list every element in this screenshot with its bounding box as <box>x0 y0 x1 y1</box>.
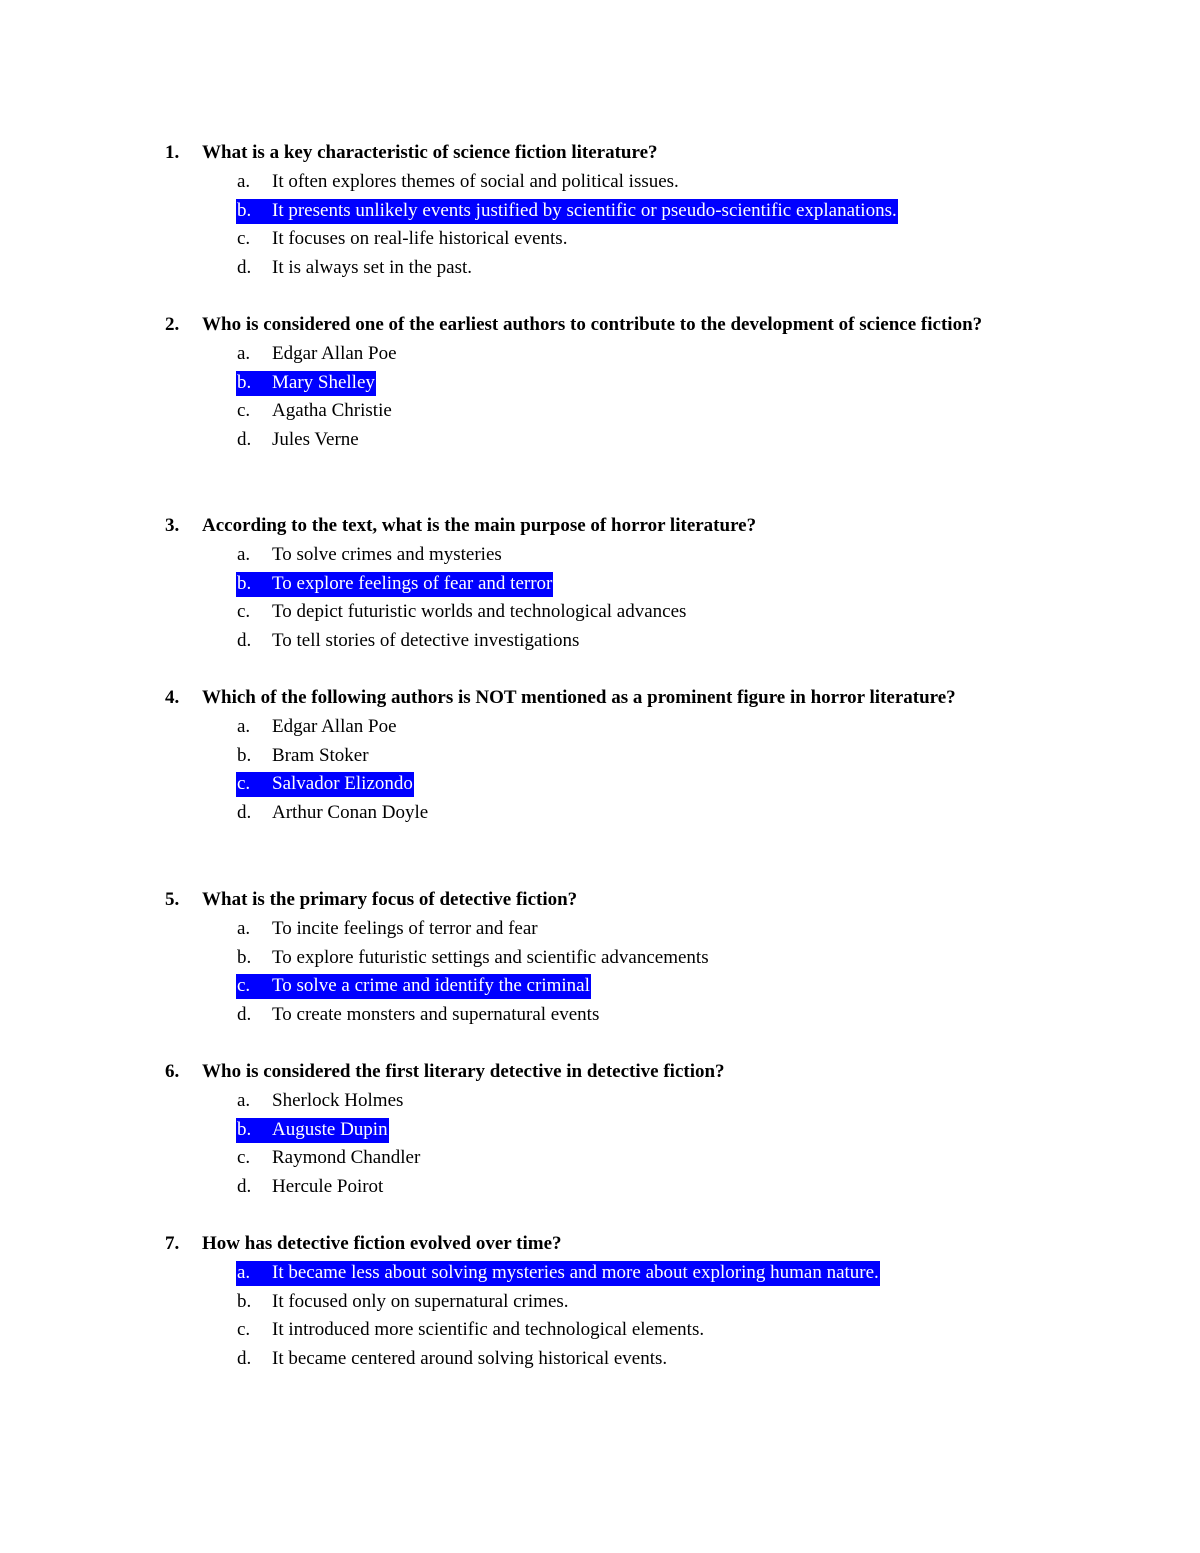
option-text: Edgar Allan Poe <box>272 715 397 737</box>
answer-option-d[interactable] <box>165 1173 1045 1202</box>
answer-option-b[interactable] <box>165 1288 1045 1317</box>
question-number: 4. <box>165 687 180 708</box>
option-text: To explore futuristic settings and scientific advancements <box>272 946 709 968</box>
answer-option-c[interactable] <box>165 397 1045 426</box>
answer-option-b[interactable] <box>165 570 1045 599</box>
answer-option-c[interactable] <box>165 1316 1045 1345</box>
question-heading <box>165 311 1045 340</box>
option-letter: a. <box>237 543 251 565</box>
question-heading <box>165 1230 1045 1259</box>
answer-option-a[interactable] <box>165 915 1045 944</box>
answer-option-a[interactable] <box>165 340 1045 369</box>
question-number: 7. <box>165 1233 180 1254</box>
answer-option-a[interactable] <box>165 1259 1045 1288</box>
answer-option-d[interactable] <box>165 426 1045 455</box>
question-text: Which of the following authors is NOT mentioned as a prominent figure in horror literature? <box>202 687 956 708</box>
option-letter: c. <box>237 1147 251 1169</box>
question-7 <box>165 1230 1045 1374</box>
question-text: What is a key characteristic of science fiction literature? <box>202 142 658 163</box>
option-letter: d. <box>237 1004 252 1026</box>
answer-option-d[interactable] <box>165 254 1045 283</box>
option-letter: c. <box>237 601 251 623</box>
option-text: Edgar Allan Poe <box>272 342 397 364</box>
answer-option-d[interactable] <box>165 627 1045 656</box>
answer-options <box>165 340 1045 455</box>
option-letter: c. <box>237 975 251 997</box>
question-heading <box>165 886 1045 915</box>
option-text: To depict futuristic worlds and technological advances <box>272 601 687 623</box>
question-heading <box>165 139 1045 168</box>
answer-option-a[interactable] <box>165 168 1045 197</box>
option-letter: c. <box>237 228 251 250</box>
option-letter: c. <box>237 1319 251 1341</box>
question-number: 2. <box>165 314 180 335</box>
answer-options <box>165 915 1045 1030</box>
question-3 <box>165 512 1045 656</box>
option-letter: a. <box>237 1261 251 1283</box>
question-number: 6. <box>165 1061 180 1082</box>
question-number: 1. <box>165 142 180 163</box>
question-text: What is the primary focus of detective fiction? <box>202 889 578 910</box>
option-letter: b. <box>237 946 252 968</box>
question-heading <box>165 684 1045 713</box>
option-letter: d. <box>237 429 252 451</box>
answer-options <box>165 1087 1045 1202</box>
question-6 <box>165 1058 1045 1202</box>
answer-option-c[interactable] <box>165 225 1045 254</box>
answer-options <box>165 541 1045 656</box>
question-2 <box>165 311 1045 455</box>
option-letter: a. <box>237 170 251 192</box>
option-text: Jules Verne <box>272 429 359 451</box>
answer-option-d[interactable] <box>165 1001 1045 1030</box>
question-4 <box>165 684 1045 828</box>
option-text: Arthur Conan Doyle <box>272 802 429 824</box>
option-letter: a. <box>237 917 251 939</box>
question-text: Who is considered one of the earliest authors to contribute to the development of science fiction? <box>202 314 983 335</box>
option-text: Mary Shelley <box>272 371 375 393</box>
question-text: According to the text, what is the main purpose of horror literature? <box>202 515 757 536</box>
answer-option-b[interactable] <box>165 742 1045 771</box>
answer-option-a[interactable] <box>165 1087 1045 1116</box>
option-text: Sherlock Holmes <box>272 1089 404 1111</box>
answer-options <box>165 713 1045 828</box>
question-heading <box>165 512 1045 541</box>
option-text: Salvador Elizondo <box>272 773 413 795</box>
option-text: To solve a crime and identify the criminal <box>272 975 590 997</box>
option-text: It became centered around solving historical events. <box>272 1348 668 1370</box>
question-1 <box>165 139 1045 283</box>
option-letter: c. <box>237 400 251 422</box>
question-heading <box>165 1058 1045 1087</box>
option-text: To tell stories of detective investigations <box>272 630 580 652</box>
answer-option-d[interactable] <box>165 1345 1045 1374</box>
option-text: Bram Stoker <box>272 744 369 766</box>
answer-option-b[interactable] <box>165 1116 1045 1145</box>
answer-option-c[interactable] <box>165 598 1045 627</box>
option-text: To create monsters and supernatural events <box>272 1004 600 1026</box>
question-text: Who is considered the first literary detective in detective fiction? <box>202 1061 725 1082</box>
option-text: It became less about solving mysteries and more about exploring human nature. <box>272 1261 879 1283</box>
answer-option-b[interactable] <box>165 369 1045 398</box>
option-letter: d. <box>237 802 252 824</box>
answer-option-c[interactable] <box>165 1144 1045 1173</box>
option-text: Auguste Dupin <box>272 1118 388 1140</box>
option-text: To solve crimes and mysteries <box>272 543 502 565</box>
question-text: How has detective fiction evolved over time? <box>202 1233 562 1254</box>
answer-option-c[interactable] <box>165 972 1045 1001</box>
answer-options <box>165 168 1045 283</box>
answer-option-b[interactable] <box>165 944 1045 973</box>
option-text: Agatha Christie <box>272 400 392 422</box>
option-letter: a. <box>237 342 251 364</box>
answer-option-a[interactable] <box>165 713 1045 742</box>
option-letter: b. <box>237 744 252 766</box>
option-letter: b. <box>237 371 252 393</box>
answer-option-b[interactable] <box>165 197 1045 226</box>
option-text: It often explores themes of social and political issues. <box>272 170 679 192</box>
option-letter: b. <box>237 572 252 594</box>
option-letter: d. <box>237 257 252 279</box>
option-text: To explore feelings of fear and terror <box>272 572 553 594</box>
answer-option-c[interactable] <box>165 770 1045 799</box>
option-letter: d. <box>237 630 252 652</box>
option-letter: d. <box>237 1348 252 1370</box>
option-letter: b. <box>237 1118 252 1140</box>
option-text: It focuses on real-life historical events. <box>272 228 568 250</box>
option-text: It is always set in the past. <box>272 257 472 279</box>
option-text: Raymond Chandler <box>272 1147 421 1169</box>
question-number: 5. <box>165 889 180 910</box>
question-number: 3. <box>165 515 180 536</box>
option-letter: d. <box>237 1176 252 1198</box>
option-letter: a. <box>237 1089 251 1111</box>
option-letter: b. <box>237 1290 252 1312</box>
option-letter: c. <box>237 773 251 795</box>
option-text: It focused only on supernatural crimes. <box>272 1290 569 1312</box>
question-5 <box>165 886 1045 1030</box>
option-letter: a. <box>237 715 251 737</box>
option-text: Hercule Poirot <box>272 1176 384 1198</box>
answer-options <box>165 1259 1045 1374</box>
option-text: It introduced more scientific and technological elements. <box>272 1319 705 1341</box>
option-text: It presents unlikely events justified by scientific or pseudo-scientific explanations. <box>272 199 897 221</box>
option-text: To incite feelings of terror and fear <box>272 917 538 939</box>
answer-option-d[interactable] <box>165 799 1045 828</box>
answer-option-a[interactable] <box>165 541 1045 570</box>
option-letter: b. <box>237 199 252 221</box>
